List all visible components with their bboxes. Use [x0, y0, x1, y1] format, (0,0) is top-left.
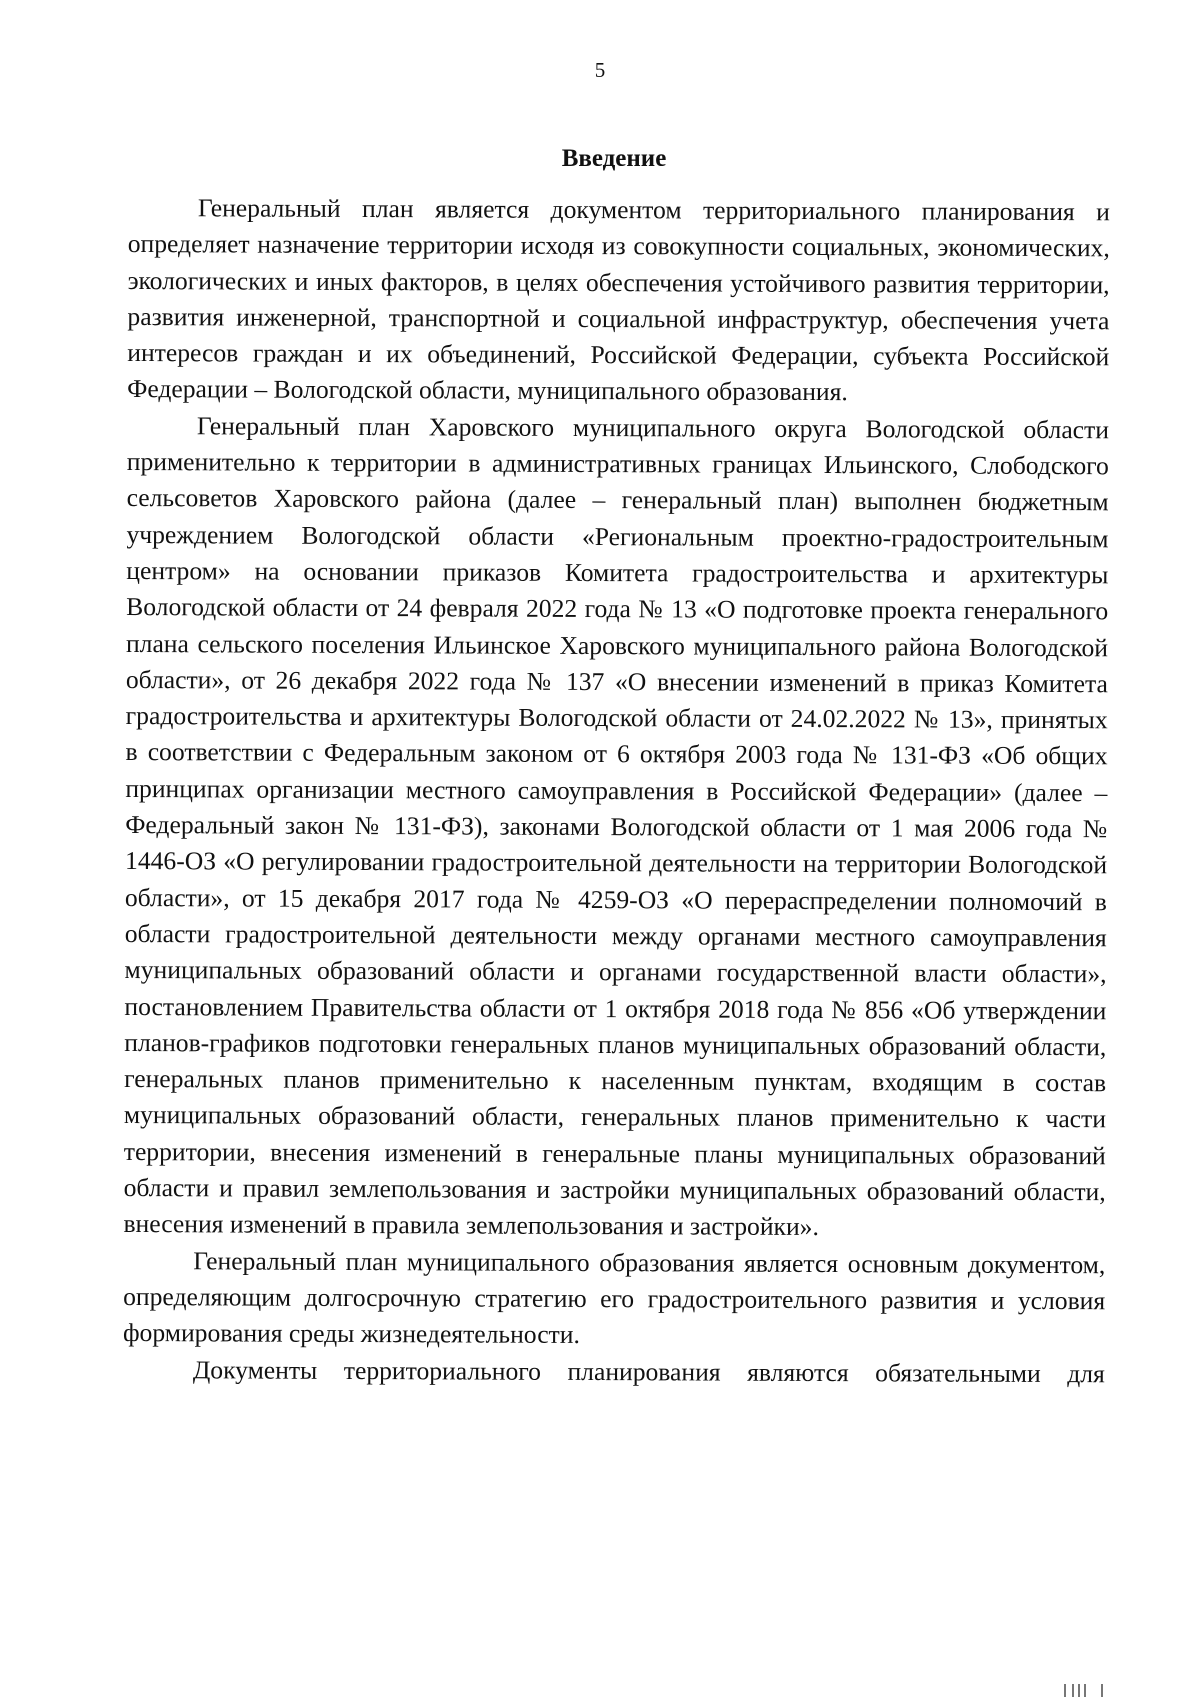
document-body [123, 190, 1110, 1392]
paragraph-strategy: Генеральный план муниципального образования является основным документом, определяющим долгосрочную стратегию его градостроительного развития и условия формирования среды жизнедеятельности. [122, 1245, 1106, 1350]
paragraph-definition: Генеральный план является документом территориального планирования и определяет назначение территории исходя из совокупности социальных, экономических, экологических и иных факторов, в целях обеспечения устойчивого развития территории, развития инженерной, транспортной и социальной инфраструктур, обеспечения учета интересов граждан и их объединений, Российской Федерации, субъекта Российской Федерации – Вологодской области, муниципального образования. [127, 193, 1110, 407]
section-heading: Введение [561, 145, 667, 172]
paragraph-continued: Документы территориального планирования являются обязательными для [192, 1354, 1105, 1388]
scan-edge-marks [1064, 1684, 1104, 1697]
paragraph-legal-basis: Генеральный план Харовского муниципального округа Вологодской области применительно к территории в административных границах Ильинского, Слободского сельсоветов Харовского района (далее – генеральный план) выполнен бюджетным учреждением Вологодской области «Региональным проектно-градостроительным центром» на основании приказов Комитета градостроительства и архитектуры Вологодской области от 24 февраля 2022 года № 13 «О подготовке проекта генерального плана сельского поселения Ильинское Харовского муниципального района Вологодской области», от 26 декабря 2022 года № 137 «О внесении изменений в приказ Комитета градостроительства и архитектуры Вологодской области от 24.02.2022 № 13», принятых в соответствии с Федеральным законом от 6 октября 2003 года № 131-ФЗ «Об общих принципах организации местного самоуправления в Российской Федерации» (далее – Федеральный закон № 131-ФЗ), законами Вологодской области от 1 мая 2006 года № 1446-ОЗ «О регулировании градостроительной деятельности на территории Вологодской области», от 15 декабря 2017 года № 4259-ОЗ «О перераспределении полномочий в области градостроительной деятельности между органами местного самоуправления муниципальных образований области и органами государственной власти области», постановлением Правительства области от 1 октября 2018 года № 856 «Об утверждении планов-графиков подготовки генеральных планов муниципальных образований области, генеральных планов применительно к населенным пунктам, входящим в состав муниципальных образований области, генеральных планов применительно к части территории, внесения изменений в генеральные планы муниципальных образований области и правил землепользования и застройки муниципальных образований области, внесения изменений в правила землепользования и застройки». [123, 411, 1110, 1242]
page-number: 5 [594, 58, 606, 82]
